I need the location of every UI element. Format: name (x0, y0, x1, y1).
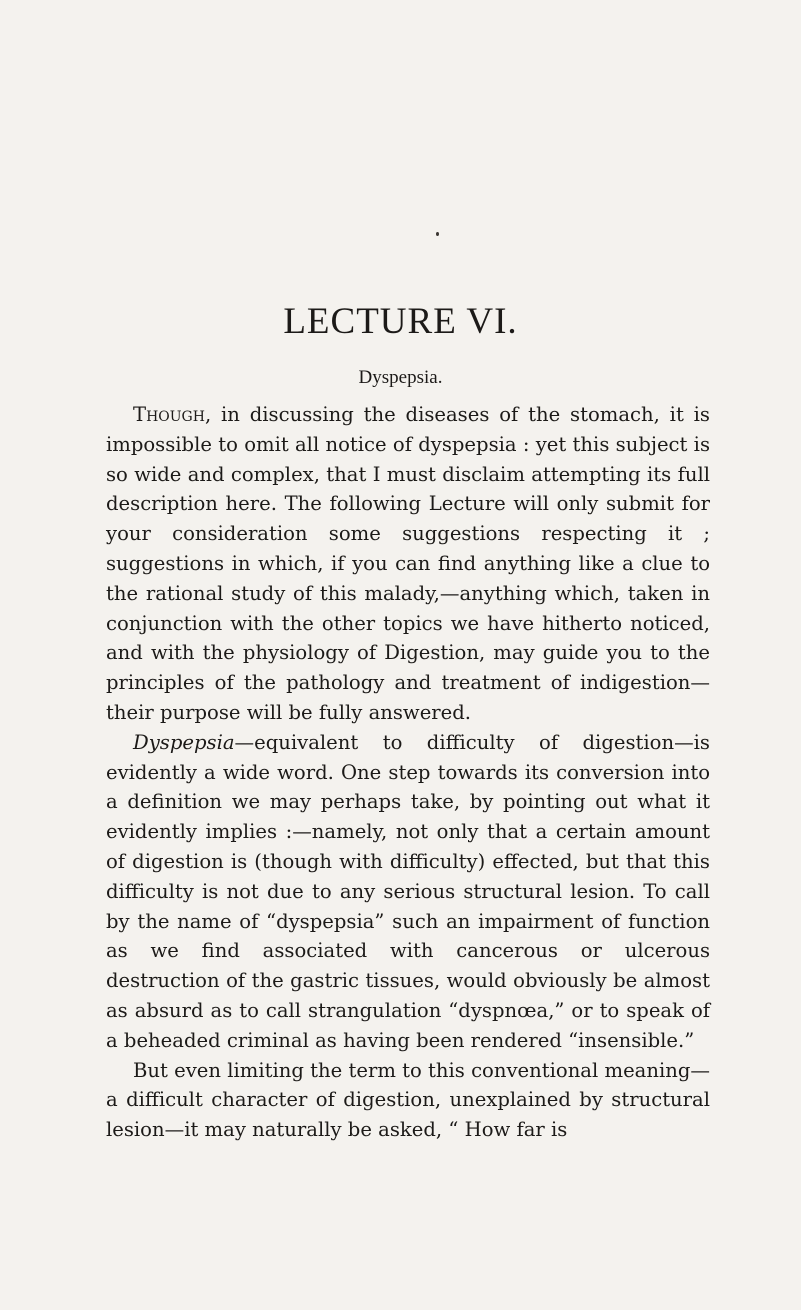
paragraph-2-lead: Dyspepsia (133, 730, 235, 754)
paragraph-2 (106, 728, 710, 1056)
paragraph-2-text: —equivalent to difficulty of digestion—is evidently a wide word. One step towards its conversion into a definition we may perhaps take, by pointing out what it evidently implies :—namely, not only that a certain amount of digestion is (though with difficulty) effected, but that this difficulty is not due to any serious structural lesion. To call by the name of “dyspepsia” such an impairment of function as we find associated with cancerous or ulcerous destruction of the gastric tissues, would obviously be almost as absurd as to call strangulation “dyspnœa,” or to speak of a beheaded criminal as having been rendered “insensible.” (106, 730, 710, 1052)
lecture-heading: LECTURE VI. (283, 301, 518, 342)
paragraph-1-lead: Though (133, 403, 205, 426)
body-text (106, 400, 710, 1145)
paragraph-3 (106, 1056, 710, 1145)
lecture-subheading: Dyspepsia. (358, 367, 443, 388)
paragraph-1-text: , in discussing the diseases of the stomach, it is impossible to omit all notice of dyspepsia : yet this subject is so wide and complex, that I must disclaim attempting its full description here. The following Lecture will only submit for your consideration some suggestions respecting it ; suggestions in which, if you can find anything like a clue to the rational study of this malady,—anything which, taken in conjunction with the other topics we have hitherto noticed, and with the physiology of Digestion, may guide you to the principles of the pathology and treatment of indigestion—their purpose will be fully answered. (106, 403, 710, 724)
paragraph-3-text: But even limiting the term to this conventional meaning—a difficult character of digestion, unexplained by structural lesion—it may naturally be asked, “ How far is (106, 1058, 710, 1142)
ink-speck (436, 232, 439, 236)
paragraph-1 (106, 400, 710, 728)
